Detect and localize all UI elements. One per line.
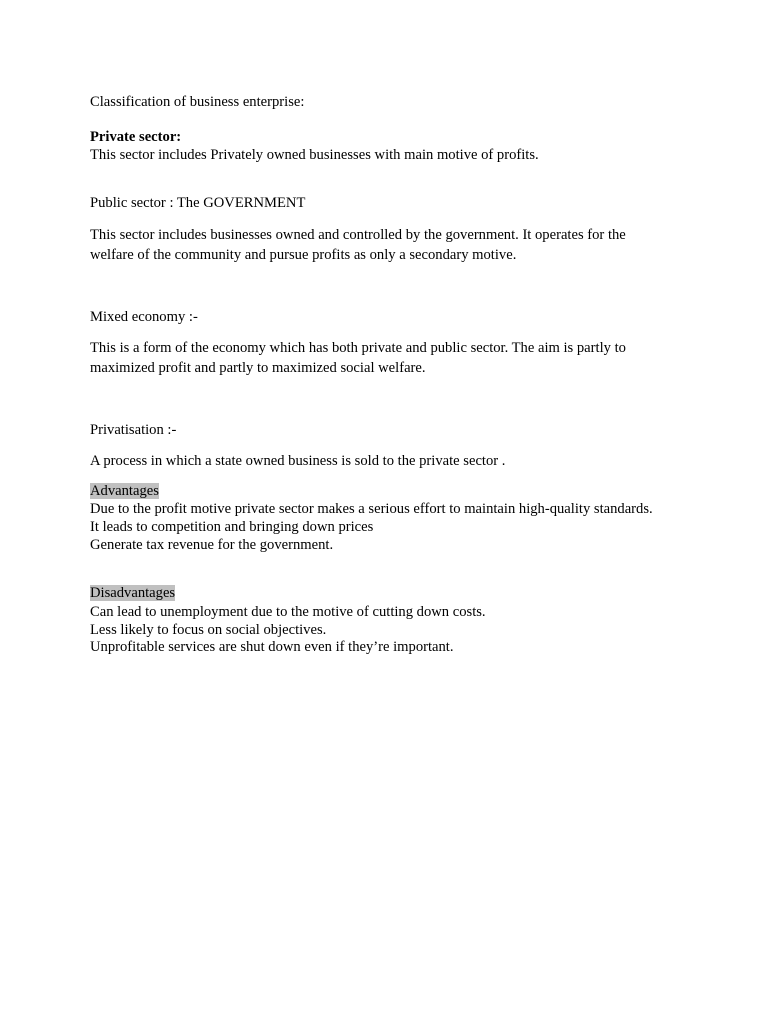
disadvantages-title-line (90, 584, 175, 602)
private-sector-body: This sector includes Privately owned businesses with main motive of profits. (90, 147, 539, 163)
privatisation-body: A process in which a state owned business is sold to the private sector . (90, 453, 506, 469)
advantages-item: Due to the profit motive private sector makes a serious effort to maintain high-quality standards. (90, 501, 653, 517)
mixed-economy-title: Mixed economy :- (90, 309, 198, 325)
advantages-title: Advantages (90, 483, 159, 499)
disadvantages-item: Can lead to unemployment due to the motive of cutting down costs. (90, 604, 486, 620)
public-sector-title: Public sector : The GOVERNMENT (90, 195, 306, 211)
document-page (90, 0, 690, 1024)
private-sector-title: Private sector: (90, 129, 182, 145)
advantages-title-line (90, 482, 159, 500)
mixed-economy-body-line: This is a form of the economy which has both private and public sector. The aim is partly to (90, 340, 626, 356)
advantages-item: Generate tax revenue for the government. (90, 537, 334, 553)
document-heading: Classification of business enterprise: (90, 94, 305, 110)
privatisation-title: Privatisation :- (90, 422, 177, 438)
advantages-item: It leads to competition and bringing down prices (90, 519, 374, 535)
disadvantages-item: Less likely to focus on social objectives. (90, 622, 327, 638)
disadvantages-title: Disadvantages (90, 585, 176, 601)
disadvantages-item: Unprofitable services are shut down even if they’re important. (90, 639, 454, 655)
public-sector-body-line: This sector includes businesses owned and controlled by the government. It operates for the (90, 227, 626, 243)
public-sector-body-line: welfare of the community and pursue profits as only a secondary motive. (90, 247, 517, 263)
mixed-economy-body-line: maximized profit and partly to maximized social welfare. (90, 360, 426, 376)
